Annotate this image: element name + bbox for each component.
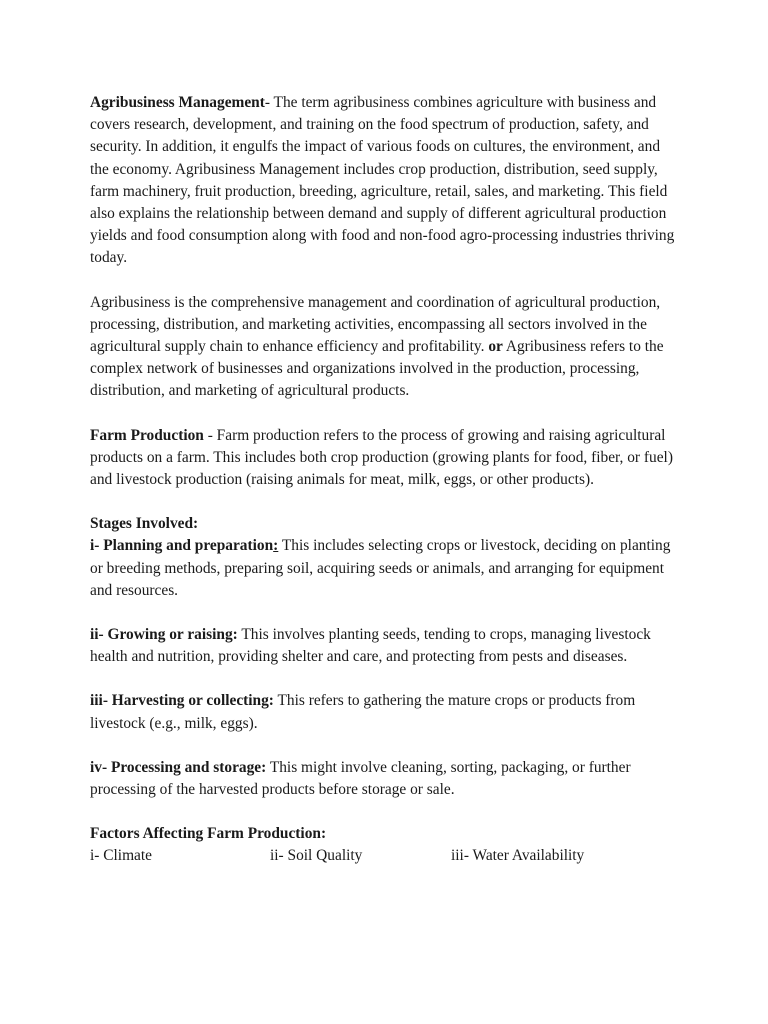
document-page [90,92,680,867]
factor-item-climate: i- Climate [90,847,152,865]
stage-text: This involves planting seeds, tending to crops, managing livestock health and nutrition, providing shelter and care, and protecting from pests and diseases. [90,626,651,666]
paragraph-text: - Farm production refers to the process of growing and raising agricultural products on a farm. This includes both crop production (growing plants for food, fiber, or fuel) and livestock production (raising animals for meat, milk, eggs, or other products). [90,426,673,489]
stage-term: iii- Harvesting or collecting: [90,692,274,710]
or-keyword: or [488,338,503,356]
factors-list [90,845,680,867]
paragraph-farm-production [90,425,680,492]
stages-heading: Stages Involved: [90,515,199,533]
stage-harvesting [90,690,680,734]
stage-term: i- Planning and preparation [90,537,274,555]
stage-planning [90,535,680,602]
stage-colon: : [273,537,279,555]
stage-processing [90,757,680,801]
paragraph-agribusiness-definition [90,292,680,403]
stage-term: iv- Processing and storage: [90,758,267,776]
paragraph-text: - The term agribusiness combines agriculture with business and covers research, development, and training on the food spectrum of production, safety, and security. In addition, it engulfs the impact of various foods on cultures, the environment, and the economy. Agribusiness Management includes crop production, distribution, seed supply, farm machinery, fruit production, breeding, agriculture, retail, sales, and marketing. This field also explains the relationship between demand and supply of different agricultural production yields and food consumption along with food and non-food agro-processing industries thriving today. [90,94,675,267]
term-agribusiness-management: Agribusiness Management [90,94,265,111]
stage-growing [90,624,680,668]
stage-text: This might involve cleaning, sorting, packaging, or further processing of the harvested products before storage or sale. [90,758,631,799]
paragraph-text: Agribusiness is the comprehensive management and coordination of agricultural production, processing, distribution, and marketing activities, encompassing all sectors involved in the agricultural supply chain to enhance efficiency and profitability. [90,293,661,356]
stage-text: This refers to gathering the mature crops or products from livestock (e.g., milk, eggs). [90,692,636,732]
factor-item-soil-quality: ii- Soil Quality [270,847,363,865]
factors-heading: Factors Affecting Farm Production: [90,825,327,843]
paragraph-text: Agribusiness refers to the complex network of businesses and organizations involved in the production, processing, distribution, and marketing of agricultural products. [90,338,664,400]
stage-term: ii- Growing or raising: [90,626,238,644]
paragraph-agribusiness-management [90,92,680,270]
term-farm-production: Farm Production [90,426,204,444]
stage-text: This includes selecting crops or livestock, deciding on planting or breeding methods, preparing soil, acquiring seeds or animals, and arranging for equipment and resources. [90,537,671,599]
factor-item-water-availability: iii- Water Availability [451,847,585,865]
